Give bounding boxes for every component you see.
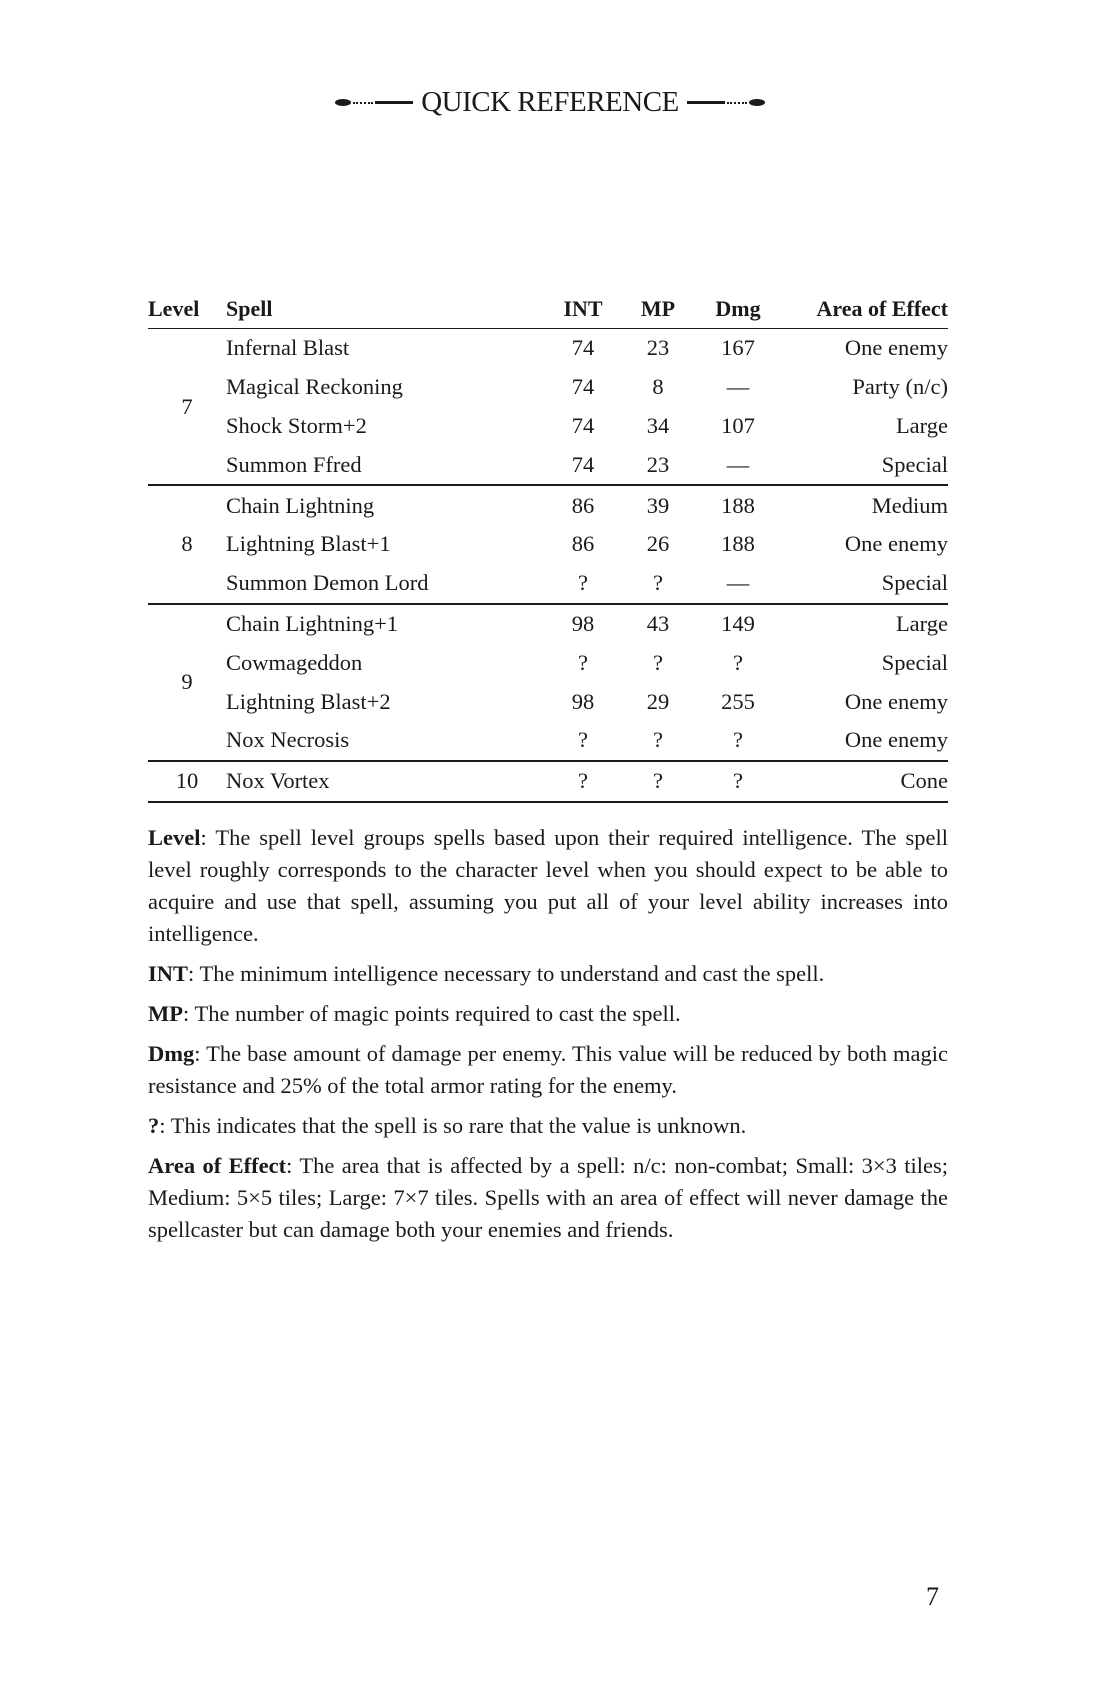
table-row bbox=[148, 368, 948, 407]
note-paragraph bbox=[148, 958, 948, 990]
mp-cell: 23 bbox=[618, 445, 698, 485]
int-cell: ? bbox=[548, 721, 618, 761]
area-of-effect-cell: Party (n/c) bbox=[852, 374, 948, 400]
spell-name-cell: Infernal Blast bbox=[226, 335, 350, 361]
legend-notes bbox=[148, 822, 948, 1254]
dmg-cell: ? bbox=[698, 761, 778, 802]
int-cell: 86 bbox=[571, 531, 595, 557]
mp-cell: 29 bbox=[646, 688, 670, 714]
dmg-cell: ? bbox=[733, 649, 743, 675]
int-cell: 74 bbox=[571, 412, 595, 438]
dmg-cell: 149 bbox=[721, 610, 755, 636]
int-cell: ? bbox=[578, 649, 588, 675]
spell-name-cell: Shock Storm+2 bbox=[226, 412, 367, 438]
level-cell: 10 bbox=[148, 761, 226, 802]
spell-name-cell: Nox Vortex bbox=[226, 761, 548, 802]
mp-cell: 39 bbox=[646, 492, 670, 518]
mp-cell: 23 bbox=[646, 335, 670, 361]
area-of-effect-cell: Large bbox=[895, 412, 948, 438]
note-text: : The base amount of damage per enemy. This value will be reduced by both magic resistance and 25% of the total armor rating for the enemy. bbox=[148, 1041, 948, 1098]
page-number: 7 bbox=[926, 1582, 939, 1611]
mp-cell: ? bbox=[653, 649, 663, 675]
dmg-cell: ? bbox=[698, 721, 778, 761]
flourish-right-icon bbox=[687, 99, 765, 106]
int-cell: 74 bbox=[571, 374, 595, 400]
spell-name-cell: Lightning Blast+2 bbox=[226, 688, 391, 714]
int-cell: 98 bbox=[571, 610, 595, 636]
flourish-left-icon bbox=[335, 99, 413, 106]
area-of-effect-cell: One enemy bbox=[844, 688, 948, 714]
page-header bbox=[0, 86, 1100, 119]
note-term: Dmg bbox=[148, 1041, 195, 1066]
int-cell: ? bbox=[548, 564, 618, 604]
table-header-row bbox=[148, 290, 948, 329]
table-row bbox=[148, 643, 948, 682]
note-paragraph bbox=[148, 822, 948, 950]
dmg-cell: — bbox=[698, 564, 778, 604]
mp-cell: 26 bbox=[646, 531, 670, 557]
table-row bbox=[148, 485, 948, 525]
level-cell: 7 bbox=[148, 329, 226, 486]
mp-cell: ? bbox=[618, 721, 698, 761]
dmg-cell: 255 bbox=[721, 688, 755, 714]
int-cell: 86 bbox=[571, 492, 595, 518]
note-text: : The area that is affected by a spell: n/c: non-combat; Small: 3×3 tiles; Medium: 5×5 tiles; Large: 7×7 tiles. Spells with an area of effect will never damage the spellcaster but can damage both your enemies and friends. bbox=[148, 1153, 948, 1242]
area-of-effect-cell: Special bbox=[881, 649, 948, 675]
note-text: : This indicates that the spell is so rare that the value is unknown. bbox=[159, 1113, 747, 1138]
area-of-effect-cell: Cone bbox=[778, 761, 948, 802]
int-cell: 74 bbox=[571, 335, 595, 361]
mp-cell: ? bbox=[618, 564, 698, 604]
note-paragraph bbox=[148, 1150, 948, 1246]
table-row bbox=[148, 329, 948, 368]
note-paragraph bbox=[148, 1110, 948, 1142]
int-cell: ? bbox=[548, 761, 618, 802]
level-cell: 8 bbox=[148, 485, 226, 603]
table-row bbox=[148, 525, 948, 564]
mp-cell: 8 bbox=[652, 374, 664, 400]
note-term: ? bbox=[148, 1113, 160, 1138]
table-row bbox=[148, 407, 948, 446]
spell-name-cell: Chain Lightning bbox=[226, 492, 375, 518]
area-of-effect-cell: Special bbox=[778, 445, 948, 485]
page-title: QUICK REFERENCE bbox=[421, 86, 679, 118]
dmg-cell: — bbox=[698, 445, 778, 485]
spell-name-cell: Cowmageddon bbox=[226, 649, 363, 675]
table-row bbox=[148, 445, 948, 485]
dmg-cell: 107 bbox=[721, 412, 755, 438]
note-term: Level bbox=[148, 825, 201, 850]
table-row bbox=[148, 604, 948, 644]
column-header-mp: MP bbox=[618, 290, 698, 329]
mp-cell: 43 bbox=[646, 610, 670, 636]
note-paragraph bbox=[148, 1038, 948, 1102]
area-of-effect-cell: One enemy bbox=[778, 721, 948, 761]
note-term: MP bbox=[148, 1001, 183, 1026]
dmg-cell: 188 bbox=[721, 531, 755, 557]
column-header-area-of-effect: Area of Effect bbox=[778, 290, 948, 329]
column-header-spell: Spell bbox=[226, 290, 548, 329]
spell-name-cell: Nox Necrosis bbox=[226, 721, 548, 761]
dmg-cell: 188 bbox=[721, 492, 755, 518]
mp-cell: ? bbox=[618, 761, 698, 802]
column-header-int: INT bbox=[548, 290, 618, 329]
level-cell: 9 bbox=[148, 604, 226, 761]
spell-name-cell: Chain Lightning+1 bbox=[226, 610, 399, 636]
note-paragraph bbox=[148, 998, 948, 1030]
mp-cell: 34 bbox=[646, 412, 670, 438]
dmg-cell: 167 bbox=[721, 335, 755, 361]
spell-name-cell: Lightning Blast+1 bbox=[226, 531, 391, 557]
area-of-effect-cell: Large bbox=[895, 610, 948, 636]
area-of-effect-cell: Special bbox=[778, 564, 948, 604]
int-cell: 74 bbox=[548, 445, 618, 485]
area-of-effect-cell: One enemy bbox=[844, 531, 948, 557]
spell-name-cell: Summon Ffred bbox=[226, 445, 548, 485]
column-header-level: Level bbox=[148, 290, 226, 329]
spell-name-cell: Summon Demon Lord bbox=[226, 564, 548, 604]
int-cell: 98 bbox=[571, 688, 595, 714]
note-text: : The minimum intelligence necessary to understand and cast the spell. bbox=[188, 961, 825, 986]
column-header-dmg: Dmg bbox=[698, 290, 778, 329]
table-row bbox=[148, 564, 948, 604]
spell-name-cell: Magical Reckoning bbox=[226, 374, 403, 400]
spell-table-body bbox=[148, 329, 948, 802]
table-row bbox=[148, 761, 948, 802]
note-text: : The spell level groups spells based upon their required intelligence. The spell level roughly corresponds to the character level when you should expect to be able to acquire and use that spell, assuming you put all of your level ability increases into intelligence. bbox=[148, 825, 948, 946]
area-of-effect-cell: Medium bbox=[871, 492, 948, 518]
dmg-cell: — bbox=[726, 374, 750, 400]
note-term: Area of Effect bbox=[148, 1153, 287, 1178]
spell-table bbox=[148, 290, 948, 803]
note-term: INT bbox=[148, 961, 189, 986]
note-text: : The number of magic points required to cast the spell. bbox=[182, 1001, 681, 1026]
table-row bbox=[148, 721, 948, 761]
area-of-effect-cell: One enemy bbox=[844, 335, 948, 361]
table-row bbox=[148, 682, 948, 721]
